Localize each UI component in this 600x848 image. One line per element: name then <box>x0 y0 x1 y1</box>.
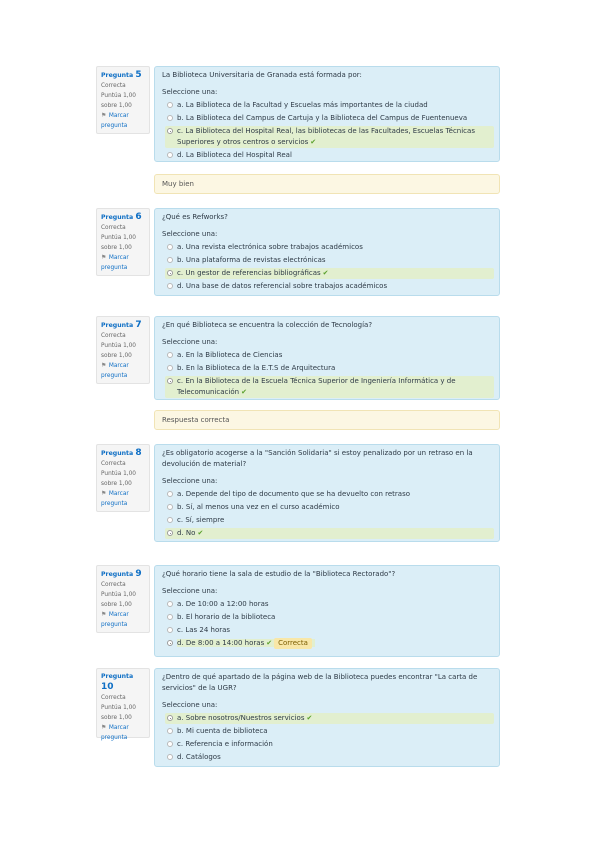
answer-option-correct[interactable]: c. En la Biblioteca de la Escuela Técnica Superior de Ingeniería Informática y de Telecomunicación ✔ <box>165 376 494 398</box>
answer-option[interactable]: d. La Biblioteca del Hospital Real <box>165 150 494 161</box>
radio-button[interactable] <box>167 728 173 734</box>
question-score: Puntúa 1,00 <box>101 343 136 349</box>
answer-option-correct[interactable]: a. Sobre nosotros/Nuestros servicios ✔ <box>165 713 494 724</box>
answer-prompt: Seleccione una: <box>162 701 218 709</box>
checkmark-icon: ✔ <box>322 269 329 277</box>
radio-button[interactable] <box>167 152 173 158</box>
radio-button[interactable] <box>167 283 173 289</box>
flag-icon: ⚑ <box>101 362 107 369</box>
flag-question-link[interactable]: ⚑ Marcar pregunta <box>101 611 129 628</box>
flag-icon: ⚑ <box>101 254 107 261</box>
answer-option[interactable]: d. Una base de datos referencial sobre trabajos académicos <box>165 281 494 292</box>
question-content-10 <box>154 668 500 767</box>
answer-option[interactable]: b. En la Biblioteca de la E.T.S de Arquitectura <box>165 363 494 374</box>
answer-prompt: Seleccione una: <box>162 230 218 238</box>
answer-option-correct[interactable]: d. No ✔ <box>165 528 494 539</box>
flag-question-link[interactable]: ⚑ Marcar pregunta <box>101 724 129 741</box>
answer-option[interactable]: b. El horario de la biblioteca <box>165 612 494 623</box>
question-max: sobre 1,00 <box>101 353 132 359</box>
answer-option[interactable]: a. Una revista electrónica sobre trabajos académicos <box>165 242 494 253</box>
radio-button-checked[interactable] <box>167 640 173 646</box>
radio-button[interactable] <box>167 754 173 760</box>
answer-prompt: Seleccione una: <box>162 338 218 346</box>
radio-button-checked[interactable] <box>167 530 173 536</box>
radio-button[interactable] <box>167 257 173 263</box>
flag-question-link[interactable]: ⚑ Marcar pregunta <box>101 112 129 129</box>
question-state: Correcta <box>101 83 126 89</box>
answer-option[interactable]: a. En la Biblioteca de Ciencias <box>165 350 494 361</box>
radio-button[interactable] <box>167 352 173 358</box>
answer-option[interactable]: a. La Biblioteca de la Facultad y Escuelas más importantes de la ciudad <box>165 100 494 111</box>
question-number: Pregunta 6 <box>101 212 142 222</box>
flag-icon: ⚑ <box>101 611 107 618</box>
flag-icon: ⚑ <box>101 490 107 497</box>
question-info-5 <box>96 66 150 134</box>
question-state: Correcta <box>101 695 126 701</box>
radio-button[interactable] <box>167 491 173 497</box>
answer-option[interactable]: b. Mi cuenta de biblioteca <box>165 726 494 737</box>
answer-option[interactable]: b. Una plataforma de revistas electrónicas <box>165 255 494 266</box>
question-score: Puntúa 1,00 <box>101 235 136 241</box>
question-info-9 <box>96 565 150 633</box>
question-number: Pregunta 9 <box>101 569 142 579</box>
question-content-7 <box>154 316 500 400</box>
radio-button-checked[interactable] <box>167 270 173 276</box>
answer-option[interactable]: c. Sí, siempre <box>165 515 494 526</box>
question-text: La Biblioteca Universitaria de Granada está formada por: <box>162 71 362 79</box>
answer-option-correct[interactable]: c. Un gestor de referencias bibliográficas ✔ <box>165 268 494 279</box>
flag-question-link[interactable]: ⚑ Marcar pregunta <box>101 254 129 271</box>
question-text: ¿En qué Biblioteca se encuentra la colección de Tecnología? <box>162 321 373 329</box>
question-score: Puntúa 1,00 <box>101 705 136 711</box>
answer-option[interactable]: a. De 10:00 a 12:00 horas <box>165 599 494 610</box>
radio-button-checked[interactable] <box>167 715 173 721</box>
question-info-8 <box>96 444 150 512</box>
question-score: Puntúa 1,00 <box>101 592 136 598</box>
question-max: sobre 1,00 <box>101 481 132 487</box>
answer-prompt: Seleccione una: <box>162 88 218 96</box>
radio-button[interactable] <box>167 614 173 620</box>
answer-option[interactable]: b. La Biblioteca del Campus de Cartuja y la Biblioteca del Campus de Fuentenueva <box>165 113 494 124</box>
flag-question-link[interactable]: ⚑ Marcar pregunta <box>101 490 129 507</box>
answer-option[interactable]: d. Catálogos <box>165 752 494 763</box>
flag-icon: ⚑ <box>101 724 107 731</box>
flag-question-link[interactable]: ⚑ Marcar pregunta <box>101 362 129 379</box>
question-content-6 <box>154 208 500 296</box>
question-number: Pregunta 10 <box>101 673 134 692</box>
radio-button[interactable] <box>167 244 173 250</box>
question-max: sobre 1,00 <box>101 602 132 608</box>
question-info-10 <box>96 668 150 741</box>
question-info-6 <box>96 208 150 276</box>
answer-prompt: Seleccione una: <box>162 477 218 485</box>
checkmark-icon: ✔ <box>306 714 313 722</box>
answer-option-correct[interactable]: d. De 8:00 a 14:00 horas ✔ Correcta <box>165 638 494 649</box>
radio-button[interactable] <box>167 741 173 747</box>
radio-button[interactable] <box>167 115 173 121</box>
question-max: sobre 1,00 <box>101 715 132 721</box>
question-state: Correcta <box>101 582 126 588</box>
question-state: Correcta <box>101 461 126 467</box>
question-number: Pregunta 8 <box>101 448 142 458</box>
question-state: Correcta <box>101 333 126 339</box>
radio-button-checked[interactable] <box>167 378 173 384</box>
answer-option[interactable]: c. Referencia e información <box>165 739 494 750</box>
answer-option[interactable]: b. Sí, al menos una vez en el curso académico <box>165 502 494 513</box>
answer-option[interactable]: a. Depende del tipo de documento que se ha devuelto con retraso <box>165 489 494 500</box>
checkmark-icon: ✔ <box>310 138 317 146</box>
question-score: Puntúa 1,00 <box>101 93 136 99</box>
question-number: Pregunta 7 <box>101 320 142 330</box>
radio-button[interactable] <box>167 102 173 108</box>
question-text: ¿Qué horario tiene la sala de estudio de la "Biblioteca Rectorado"? <box>162 570 396 578</box>
checkmark-icon: ✔ <box>197 529 204 537</box>
question-content-8 <box>154 444 500 542</box>
answer-option-correct[interactable]: c. La Biblioteca del Hospital Real, las bibliotecas de las Facultades, Escuelas Técnicas Superiores y otros centros o servicios ✔ <box>165 126 494 148</box>
question-text: ¿Es obligatorio acogerse a la "Sanción Solidaria" si estoy penalizado por un retraso en la devolución de material? <box>162 449 473 468</box>
question-state: Correcta <box>101 225 126 231</box>
question-content-9 <box>154 565 500 657</box>
flag-icon: ⚑ <box>101 112 107 119</box>
question-text: ¿Dentro de qué apartado de la página web de la Biblioteca puedes encontrar "La carta de servicios" de la UGR? <box>162 673 478 692</box>
checkmark-icon: ✔ <box>266 639 273 647</box>
feedback-7: Respuesta correcta <box>154 410 500 430</box>
question-content-5 <box>154 66 500 162</box>
answer-option[interactable]: c. Las 24 horas <box>165 625 494 636</box>
radio-button[interactable] <box>167 627 173 633</box>
question-max: sobre 1,00 <box>101 103 132 109</box>
question-number: Pregunta 5 <box>101 70 142 80</box>
feedback-5: Muy bien <box>154 174 500 194</box>
question-score: Puntúa 1,00 <box>101 471 136 477</box>
question-max: sobre 1,00 <box>101 245 132 251</box>
radio-button-checked[interactable] <box>167 128 173 134</box>
checkmark-icon: ✔ <box>241 388 247 396</box>
question-text: ¿Qué es Refworks? <box>162 213 228 221</box>
answer-prompt: Seleccione una: <box>162 587 218 595</box>
radio-button[interactable] <box>167 365 173 371</box>
radio-button[interactable] <box>167 504 173 510</box>
radio-button[interactable] <box>167 601 173 607</box>
correct-badge: Correcta <box>274 638 312 649</box>
question-info-7 <box>96 316 150 384</box>
radio-button[interactable] <box>167 517 173 523</box>
